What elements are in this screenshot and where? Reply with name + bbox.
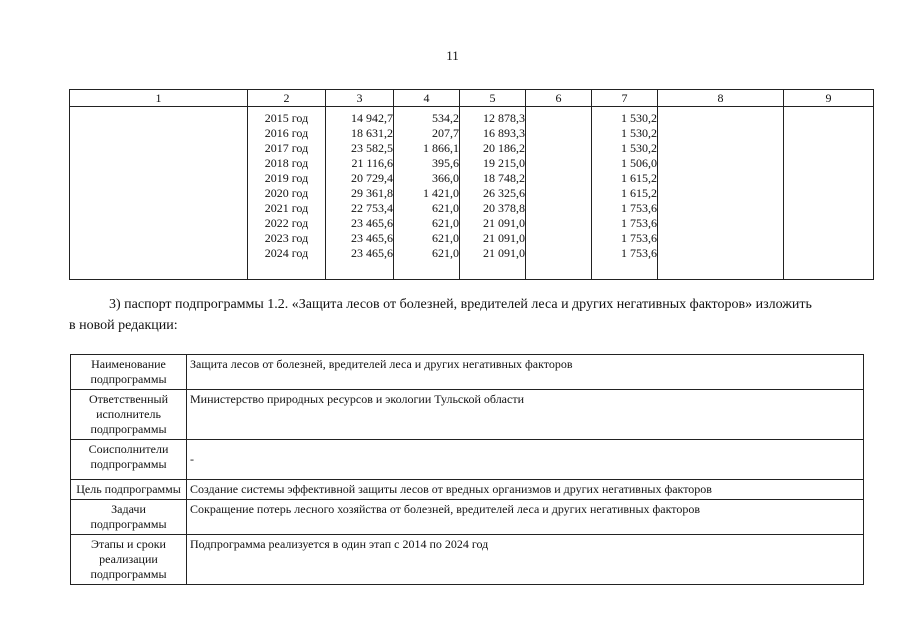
passport-value: Создание системы эффективной защиты лесов от вредных организмов и других негативных факторов — [187, 480, 864, 500]
table-cell-value: 12 878,3 — [483, 111, 525, 125]
passport-value: - — [187, 440, 864, 480]
table-cell-value: 207,7 — [432, 126, 459, 140]
passport-label: Задачи подпрограммы — [71, 500, 187, 535]
table-cell-value: 2022 год — [264, 216, 309, 230]
table-cell-value: 19 215,0 — [483, 156, 525, 170]
table-cell-value: 26 325,6 — [483, 186, 525, 200]
passport-label: Соисполнители подпрограммы — [71, 440, 187, 480]
column-header-8: 8 — [658, 90, 784, 107]
table-cell-value: 2020 год — [264, 186, 309, 200]
table-cell-value: 1 530,2 — [621, 111, 657, 125]
column-9-cell — [784, 107, 874, 280]
paragraph-line-2: в новой редакции: — [69, 318, 178, 333]
passport-row-goal — [71, 480, 864, 500]
column-header-7: 7 — [592, 90, 658, 107]
table-cell-value: 1 753,6 — [621, 231, 657, 245]
table-cell-value: 1 530,2 — [621, 126, 657, 140]
table-cell-value: 20 729,4 — [351, 171, 393, 185]
table-cell-value: 20 186,2 — [483, 141, 525, 155]
table-cell-value: 366,0 — [432, 171, 459, 185]
table-cell-value: 22 753,4 — [351, 201, 393, 215]
passport-label: Ответственный исполнитель подпрограммы — [71, 390, 187, 440]
table-row — [70, 107, 874, 280]
column-header-1: 1 — [70, 90, 248, 107]
table-cell-value: 21 116,6 — [351, 156, 393, 170]
table-cell-value: 2021 год — [264, 201, 309, 215]
table-cell-value: 21 091,0 — [483, 216, 525, 230]
table-cell-value: 23 465,6 — [351, 231, 393, 245]
column-6-cell — [526, 107, 592, 280]
passport-value: Министерство природных ресурсов и экологии Тульской области — [187, 390, 864, 440]
table-cell-value: 2023 год — [264, 231, 309, 245]
table-cell-value: 1 866,1 — [423, 141, 459, 155]
table-cell-value: 23 465,6 — [351, 216, 393, 230]
years-column — [248, 107, 326, 280]
table-cell-value: 1 615,2 — [621, 186, 657, 200]
table-cell-value: 2018 год — [264, 156, 309, 170]
paragraph-line-1: 3) паспорт подпрограммы 1.2. «Защита лесов от болезней, вредителей леса и других негативных факторов» изложить — [109, 297, 812, 312]
table-cell-value: 18 631,2 — [351, 126, 393, 140]
table-cell-value: 2015 год — [264, 111, 309, 125]
table-cell-value: 621,0 — [432, 246, 459, 260]
passport-value: Подпрограмма реализуется в один этап с 2014 по 2024 год — [187, 535, 864, 585]
table-cell-value: 21 091,0 — [483, 231, 525, 245]
passport-label: Этапы и сроки реализации подпрограммы — [71, 535, 187, 585]
passport-value: Сокращение потерь лесного хозяйства от болезней, вредителей леса и других негативных факторов — [187, 500, 864, 535]
table-cell-value: 23 465,6 — [351, 246, 393, 260]
column-8-cell — [658, 107, 784, 280]
table-cell-value: 395,6 — [432, 156, 459, 170]
table-cell-value: 2019 год — [264, 171, 309, 185]
passport-row-coexecutors — [71, 440, 864, 480]
table-cell-value: 621,0 — [432, 201, 459, 215]
table-cell-value: 14 942,7 — [351, 111, 393, 125]
table-cell-value: 621,0 — [432, 216, 459, 230]
column-5-values — [460, 107, 526, 280]
subprogram-passport-table — [70, 354, 864, 585]
column-header-9: 9 — [784, 90, 874, 107]
table-cell-value: 20 378,8 — [483, 201, 525, 215]
table-cell-value: 2017 год — [264, 141, 309, 155]
page-number: 11 — [446, 48, 459, 63]
column-header-5: 5 — [460, 90, 526, 107]
table-header-row — [70, 90, 874, 107]
column-7-values — [592, 107, 658, 280]
table-cell-value: 1 530,2 — [621, 141, 657, 155]
table-cell-value: 18 748,2 — [483, 171, 525, 185]
column-header-4: 4 — [394, 90, 460, 107]
column-3-values — [326, 107, 394, 280]
column-header-2: 2 — [248, 90, 326, 107]
table-cell-value: 2016 год — [264, 126, 309, 140]
column-header-3: 3 — [326, 90, 394, 107]
financing-table — [69, 89, 874, 280]
passport-row-stages — [71, 535, 864, 585]
table-cell-value: 16 893,3 — [483, 126, 525, 140]
column-1-cell — [70, 107, 248, 280]
passport-value: Защита лесов от болезней, вредителей леса и других негативных факторов — [187, 355, 864, 390]
table-cell-value: 1 753,6 — [621, 246, 657, 260]
passport-label: Цель подпрограммы — [71, 480, 187, 500]
amendment-paragraph — [69, 294, 873, 336]
table-cell-value: 1 506,0 — [621, 156, 657, 170]
table-cell-value: 1 753,6 — [621, 216, 657, 230]
table-cell-value: 1 421,0 — [423, 186, 459, 200]
table-cell-value: 621,0 — [432, 231, 459, 245]
table-cell-value: 1 615,2 — [621, 171, 657, 185]
passport-row-tasks — [71, 500, 864, 535]
column-4-values — [394, 107, 460, 280]
passport-row-name — [71, 355, 864, 390]
table-cell-value: 1 753,6 — [621, 201, 657, 215]
table-cell-value: 21 091,0 — [483, 246, 525, 260]
table-cell-value: 2024 год — [264, 246, 309, 260]
table-cell-value: 23 582,5 — [351, 141, 393, 155]
passport-row-executor — [71, 390, 864, 440]
table-cell-value: 29 361,8 — [351, 186, 393, 200]
column-header-6: 6 — [526, 90, 592, 107]
table-cell-value: 534,2 — [432, 111, 459, 125]
passport-label: Наименование подпрограммы — [71, 355, 187, 390]
